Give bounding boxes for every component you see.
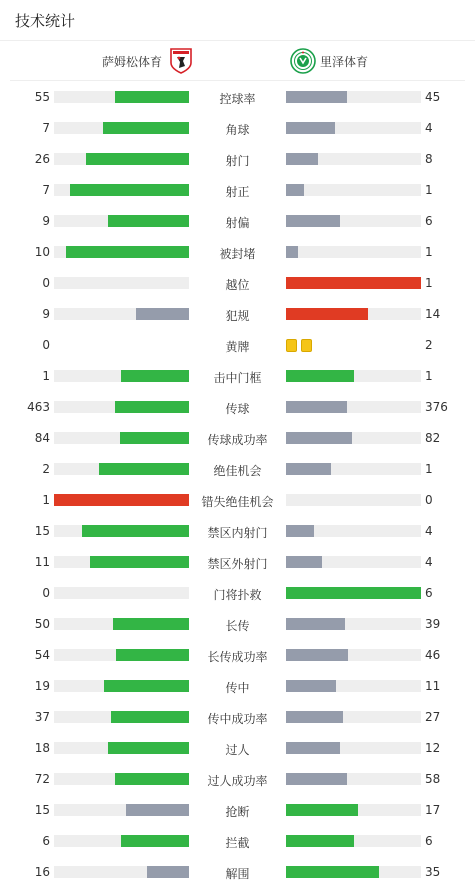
- home-value: 1: [42, 369, 50, 383]
- home-bar-fill: [108, 742, 189, 754]
- stat-row: [0, 144, 475, 175]
- away-bar-fill: [286, 866, 379, 878]
- home-value: 9: [42, 307, 50, 321]
- away-bar-fill: [286, 432, 352, 444]
- stat-label: 过人成功率: [207, 774, 268, 788]
- stat-label: 射门: [225, 154, 250, 168]
- home-value: 7: [42, 121, 50, 135]
- away-bar-track: [286, 184, 421, 196]
- stat-label: 解围: [225, 867, 250, 881]
- away-bar-fill: [286, 742, 340, 754]
- home-bar-track: [54, 649, 189, 661]
- home-bar-fill: [99, 463, 189, 475]
- away-bar-track: [286, 494, 421, 506]
- away-value: 11: [425, 679, 441, 693]
- home-value: 37: [34, 710, 50, 724]
- home-bar-fill: [136, 308, 189, 320]
- away-bar-track: [286, 432, 421, 444]
- home-bar-track: [54, 618, 189, 630]
- away-bar-fill: [286, 680, 336, 692]
- stat-row: [0, 578, 475, 609]
- stat-label: 禁区外射门: [207, 557, 268, 571]
- home-bar-track: [54, 680, 189, 692]
- home-bar-track: [54, 184, 189, 196]
- home-value: 463: [27, 400, 50, 414]
- samsunspor-crest-icon: [168, 48, 194, 74]
- away-value: 8: [425, 152, 433, 166]
- away-value: 2: [425, 338, 433, 352]
- home-bar-fill: [66, 246, 189, 258]
- away-value: 1: [425, 245, 433, 259]
- home-bar-track: [54, 122, 189, 134]
- home-value: 10: [34, 245, 50, 259]
- away-bar-track: [286, 556, 421, 568]
- stat-row: [0, 702, 475, 733]
- yellow-card-icon: [286, 339, 297, 352]
- home-value: 0: [42, 586, 50, 600]
- stat-row: [0, 764, 475, 795]
- home-bar-fill: [116, 649, 189, 661]
- away-bar-fill: [286, 277, 421, 289]
- stat-label: 射偏: [225, 216, 250, 230]
- home-value: 1: [42, 493, 50, 507]
- stat-row: [0, 485, 475, 516]
- away-bar-track: [286, 153, 421, 165]
- home-value: 50: [34, 617, 50, 631]
- away-value: 12: [425, 741, 441, 755]
- away-value: 4: [425, 524, 433, 538]
- home-value: 16: [34, 865, 50, 879]
- away-bar-track: [286, 463, 421, 475]
- stat-row: [0, 423, 475, 454]
- away-value: 27: [425, 710, 441, 724]
- stat-row: [0, 733, 475, 764]
- away-bar-track: [286, 587, 421, 599]
- stat-row: [0, 299, 475, 330]
- stat-row: [0, 330, 475, 361]
- away-bar-fill: [286, 773, 347, 785]
- home-value: 2: [42, 462, 50, 476]
- away-bar-track: [286, 804, 421, 816]
- away-value: 39: [425, 617, 441, 631]
- away-bar-fill: [286, 556, 322, 568]
- stat-label: 角球: [225, 123, 250, 137]
- stat-row: [0, 268, 475, 299]
- stat-row: [0, 826, 475, 857]
- home-bar-fill: [115, 91, 189, 103]
- away-bar-fill: [286, 587, 421, 599]
- away-bar-track: [286, 773, 421, 785]
- away-bar-fill: [286, 308, 368, 320]
- away-value: 17: [425, 803, 441, 817]
- away-bar-track: [286, 618, 421, 630]
- home-bar-fill: [121, 370, 189, 382]
- away-bar-track: [286, 649, 421, 661]
- away-bar-fill: [286, 463, 331, 475]
- stat-label: 拦截: [225, 836, 250, 850]
- home-bar-track: [54, 215, 189, 227]
- home-bar-track: [54, 277, 189, 289]
- home-bar-fill: [54, 494, 189, 506]
- home-bar-track: [54, 370, 189, 382]
- away-value: 6: [425, 214, 433, 228]
- home-value: 7: [42, 183, 50, 197]
- away-bar-fill: [286, 618, 345, 630]
- home-bar-fill: [115, 773, 189, 785]
- stat-row: [0, 609, 475, 640]
- away-bar-fill: [286, 246, 298, 258]
- away-bar-track: [286, 680, 421, 692]
- away-bar-fill: [286, 122, 335, 134]
- rizespor-crest-icon: [290, 48, 316, 74]
- home-bar-track: [54, 587, 189, 599]
- home-value: 84: [34, 431, 50, 445]
- stat-row: [0, 857, 475, 888]
- yellow-cards: [286, 339, 316, 352]
- home-bar-track: [54, 463, 189, 475]
- stat-row: [0, 175, 475, 206]
- away-bar-fill: [286, 153, 318, 165]
- home-bar-track: [54, 432, 189, 444]
- away-bar-track: [286, 742, 421, 754]
- stat-label: 射正: [225, 185, 250, 199]
- home-bar-fill: [126, 804, 189, 816]
- away-value: 0: [425, 493, 433, 507]
- home-bar-track: [54, 742, 189, 754]
- home-bar-track: [54, 835, 189, 847]
- home-value: 26: [34, 152, 50, 166]
- home-bar-track: [54, 91, 189, 103]
- home-bar-track: [54, 308, 189, 320]
- home-value: 19: [34, 679, 50, 693]
- home-bar-track: [54, 804, 189, 816]
- stat-row: [0, 392, 475, 423]
- stats-list: [0, 82, 475, 888]
- home-value: 15: [34, 524, 50, 538]
- home-bar-fill: [147, 866, 189, 878]
- away-value: 376: [425, 400, 448, 414]
- home-bar-track: [54, 866, 189, 878]
- away-value: 4: [425, 555, 433, 569]
- stat-label: 黄牌: [225, 340, 250, 354]
- stat-row: [0, 82, 475, 113]
- home-value: 11: [34, 555, 50, 569]
- away-bar-track: [286, 122, 421, 134]
- page-header: [0, 0, 475, 41]
- stat-row: [0, 361, 475, 392]
- home-bar-fill: [82, 525, 189, 537]
- home-bar-track: [54, 525, 189, 537]
- home-bar-track: [54, 773, 189, 785]
- stat-label: 传球: [225, 402, 250, 416]
- home-bar-track: [54, 556, 189, 568]
- away-value: 82: [425, 431, 441, 445]
- stat-label: 击中门框: [213, 371, 262, 385]
- home-bar-fill: [121, 835, 189, 847]
- away-bar-fill: [286, 835, 354, 847]
- home-bar-fill: [115, 401, 189, 413]
- home-value: 9: [42, 214, 50, 228]
- home-bar-fill: [120, 432, 189, 444]
- away-bar-track: [286, 215, 421, 227]
- home-value: 72: [34, 772, 50, 786]
- away-value: 46: [425, 648, 441, 662]
- away-value: 58: [425, 772, 441, 786]
- home-bar-track: [54, 153, 189, 165]
- home-value: 0: [42, 338, 50, 352]
- away-bar-track: [286, 866, 421, 878]
- home-value: 55: [34, 90, 50, 104]
- stat-row: [0, 237, 475, 268]
- stat-label: 抢断: [225, 805, 250, 819]
- home-team-name: 萨姆松体育: [102, 54, 163, 69]
- stat-label: 传球成功率: [207, 433, 268, 447]
- stat-label: 绝佳机会: [213, 464, 262, 478]
- stat-label: 控球率: [219, 92, 256, 106]
- home-bar-track: [54, 494, 189, 506]
- home-value: 54: [34, 648, 50, 662]
- stat-label: 被封堵: [219, 247, 256, 261]
- stat-label: 传中成功率: [207, 712, 268, 726]
- away-bar-track: [286, 525, 421, 537]
- home-bar-fill: [113, 618, 189, 630]
- home-bar-fill: [86, 153, 189, 165]
- stat-row: [0, 206, 475, 237]
- away-team-name: 里泽体育: [320, 54, 369, 69]
- away-value: 1: [425, 369, 433, 383]
- stat-row: [0, 547, 475, 578]
- away-value: 1: [425, 276, 433, 290]
- stat-row: [0, 454, 475, 485]
- stat-row: [0, 516, 475, 547]
- away-bar-track: [286, 308, 421, 320]
- away-bar-fill: [286, 525, 314, 537]
- page-title: 技术统计: [15, 11, 76, 30]
- stat-label: 传中: [225, 681, 250, 695]
- away-bar-fill: [286, 649, 348, 661]
- home-bar-track: [54, 246, 189, 258]
- stat-row: [0, 640, 475, 671]
- away-value: 35: [425, 865, 441, 879]
- home-bar-fill: [111, 711, 189, 723]
- away-value: 6: [425, 586, 433, 600]
- away-bar-track: [286, 91, 421, 103]
- stat-label: 长传成功率: [207, 650, 268, 664]
- home-bar-fill: [90, 556, 189, 568]
- yellow-card-icon: [301, 339, 312, 352]
- away-team[interactable]: [290, 48, 368, 74]
- home-bar-track: [54, 401, 189, 413]
- stat-row: [0, 113, 475, 144]
- stat-label: 禁区内射门: [207, 526, 268, 540]
- stat-label: 越位: [225, 278, 250, 292]
- away-bar-track: [286, 711, 421, 723]
- away-value: 1: [425, 183, 433, 197]
- home-bar-fill: [104, 680, 189, 692]
- away-bar-fill: [286, 91, 347, 103]
- home-bar-fill: [103, 122, 189, 134]
- home-value: 6: [42, 834, 50, 848]
- teams-bar: [10, 41, 465, 81]
- away-value: 1: [425, 462, 433, 476]
- home-bar-track: [54, 711, 189, 723]
- away-bar-track: [286, 277, 421, 289]
- home-value: 18: [34, 741, 50, 755]
- away-bar-fill: [286, 804, 358, 816]
- away-value: 4: [425, 121, 433, 135]
- stat-label: 错失绝佳机会: [201, 495, 274, 509]
- away-bar-track: [286, 401, 421, 413]
- away-bar-track: [286, 835, 421, 847]
- away-bar-fill: [286, 184, 304, 196]
- home-team[interactable]: [102, 48, 194, 74]
- away-value: 6: [425, 834, 433, 848]
- away-bar-track: [286, 246, 421, 258]
- away-bar-fill: [286, 401, 347, 413]
- stat-label: 过人: [225, 743, 250, 757]
- away-bar-fill: [286, 215, 340, 227]
- away-bar-track: [286, 370, 421, 382]
- stat-label: 犯规: [225, 309, 250, 323]
- home-bar-fill: [70, 184, 189, 196]
- away-value: 45: [425, 90, 441, 104]
- stat-label: 门将扑救: [213, 588, 262, 602]
- stat-label: 长传: [225, 619, 250, 633]
- stat-row: [0, 671, 475, 702]
- stat-row: [0, 795, 475, 826]
- away-value: 14: [425, 307, 441, 321]
- away-bar-fill: [286, 370, 354, 382]
- home-value: 15: [34, 803, 50, 817]
- home-value: 0: [42, 276, 50, 290]
- away-bar-fill: [286, 711, 343, 723]
- home-bar-fill: [108, 215, 189, 227]
